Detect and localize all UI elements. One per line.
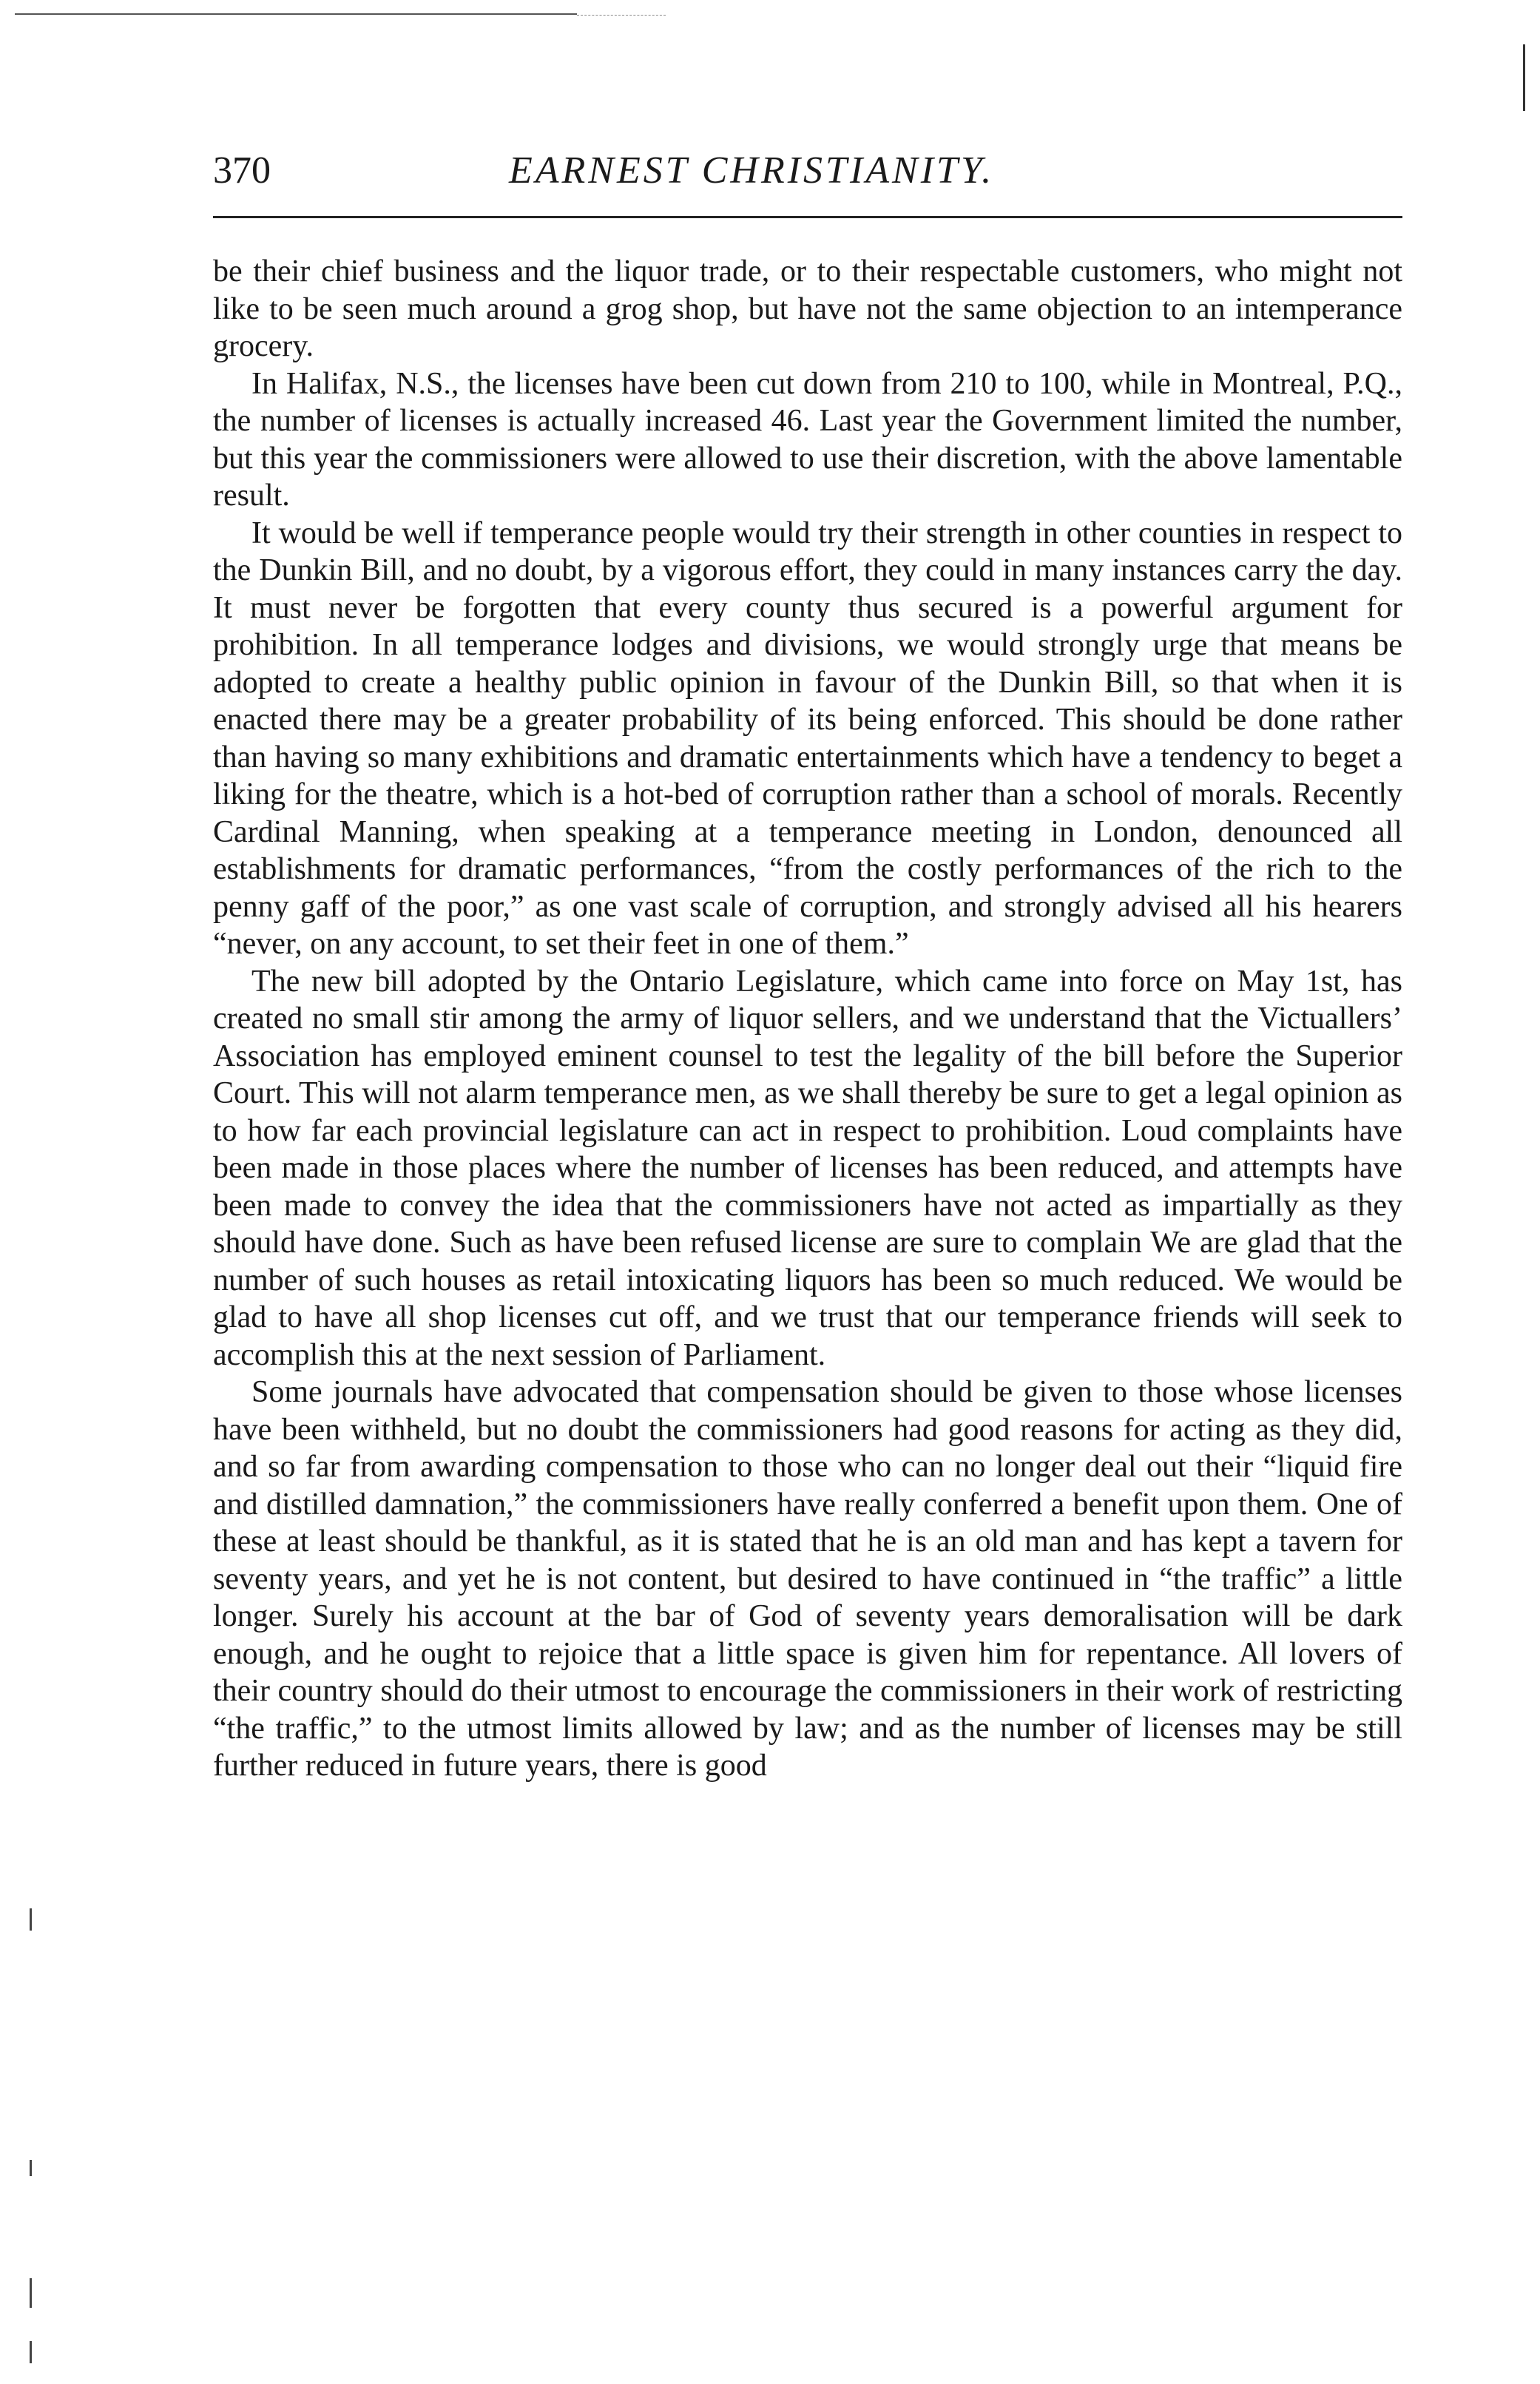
- paragraph: Some journals have advocated that compensation should be given to those whose licenses have been withheld, but no doubt the commissioners had good reasons for acting as they did, and so far from awarding compensation to those who can no longer deal out their “liquid fire and distilled damnation,” the commissioners have really conferred a benefit upon them. One of these at least should be thankful, as it is stated that he is an old man and has kept a tavern for seventy years, and yet he is not content, but desired to have continued in “the traffic” a little longer. Surely his account at the bar of God of seventy years demoralisation will be dark enough, and he ought to rejoice that a little space is given him for repentance. All lovers of their country should do their utmost to encourage the commissioners in their work of restricting “the traffic,” to the utmost limits allowed by law; and as the number of licenses may be still further reduced in future years, there is good: [213, 1375, 1402, 1783]
- paragraph: It would be well if temperance people would try their strength in other counties in respect to the Dunkin Bill, and no doubt, by a vigorous effort, they could in many instances carry the day. It must never be forgotten that every county thus secured is a powerful argument for prohibition. In all temperance lodges and divisions, we would strongly urge that means be adopted to create a healthy public opinion in favour of the Dunkin Bill, so that when it is enacted there may be a greater probability of its being enforced. This should be done rather than having so many exhibitions and dramatic entertainments which have a tendency to beget a liking for the theatre, which is a hot-bed of corruption rather than a school of morals. Recently Cardinal Manning, when speaking at a temperance meeting in London, denounced all establishments for dramatic performances, “from the costly performances of the rich to the penny gaff of the poor,” as one vast scale of corruption, and strongly advised all his hearers “never, on any account, to set their feet in one of them.”: [213, 516, 1402, 961]
- margin-mark: [30, 1908, 32, 1931]
- scan-edge-mark: [1523, 44, 1525, 111]
- page-number: 370: [213, 149, 271, 192]
- margin-mark: [30, 2160, 32, 2176]
- margin-mark: [30, 2278, 32, 2308]
- paragraph: The new bill adopted by the Ontario Legislature, which came into force on May 1st, has created no small stir among the army of liquor sellers, and we understand that the Victuallers’ Association has employed eminent counsel to test the legality of the bill before the Superior Court. This will not alarm temperance men, as we shall thereby be sure to get a legal opinion as to how far each provincial legislature can act in respect to prohibition. Loud complaints have been made in those places where the number of licenses has been reduced, and attempts have been made to convey the idea that the commissioners have not acted as impartially as they should have done. Such as have been refused license are sure to complain We are glad that the number of such houses as retail intoxicating liquors has been so much reduced. We would be glad to have all shop licenses cut off, and we trust that our temperance friends will seek to accomplish this at the next session of Parliament.: [213, 964, 1402, 1372]
- page-header: [213, 145, 1402, 197]
- running-title: EARNEST CHRISTIANITY.: [509, 149, 995, 192]
- margin-mark: [30, 2341, 32, 2363]
- paragraph: be their chief business and the liquor trade, or to their respectable customers, who might not like to be seen much around a grog shop, but have not the same objection to an intemperance grocery.: [213, 254, 1402, 363]
- scan-edge-line: [15, 13, 577, 15]
- scan-edge-dash: [577, 15, 666, 16]
- article-body: [213, 253, 1402, 1785]
- paragraph: In Halifax, N.S., the licenses have been cut down from 210 to 100, while in Montreal, P.Q., the number of licenses is actually increased 46. Last year the Government limited the number, but this year the commissioners were allowed to use their discretion, with the above lamentable result.: [213, 366, 1402, 513]
- header-rule: [213, 216, 1402, 218]
